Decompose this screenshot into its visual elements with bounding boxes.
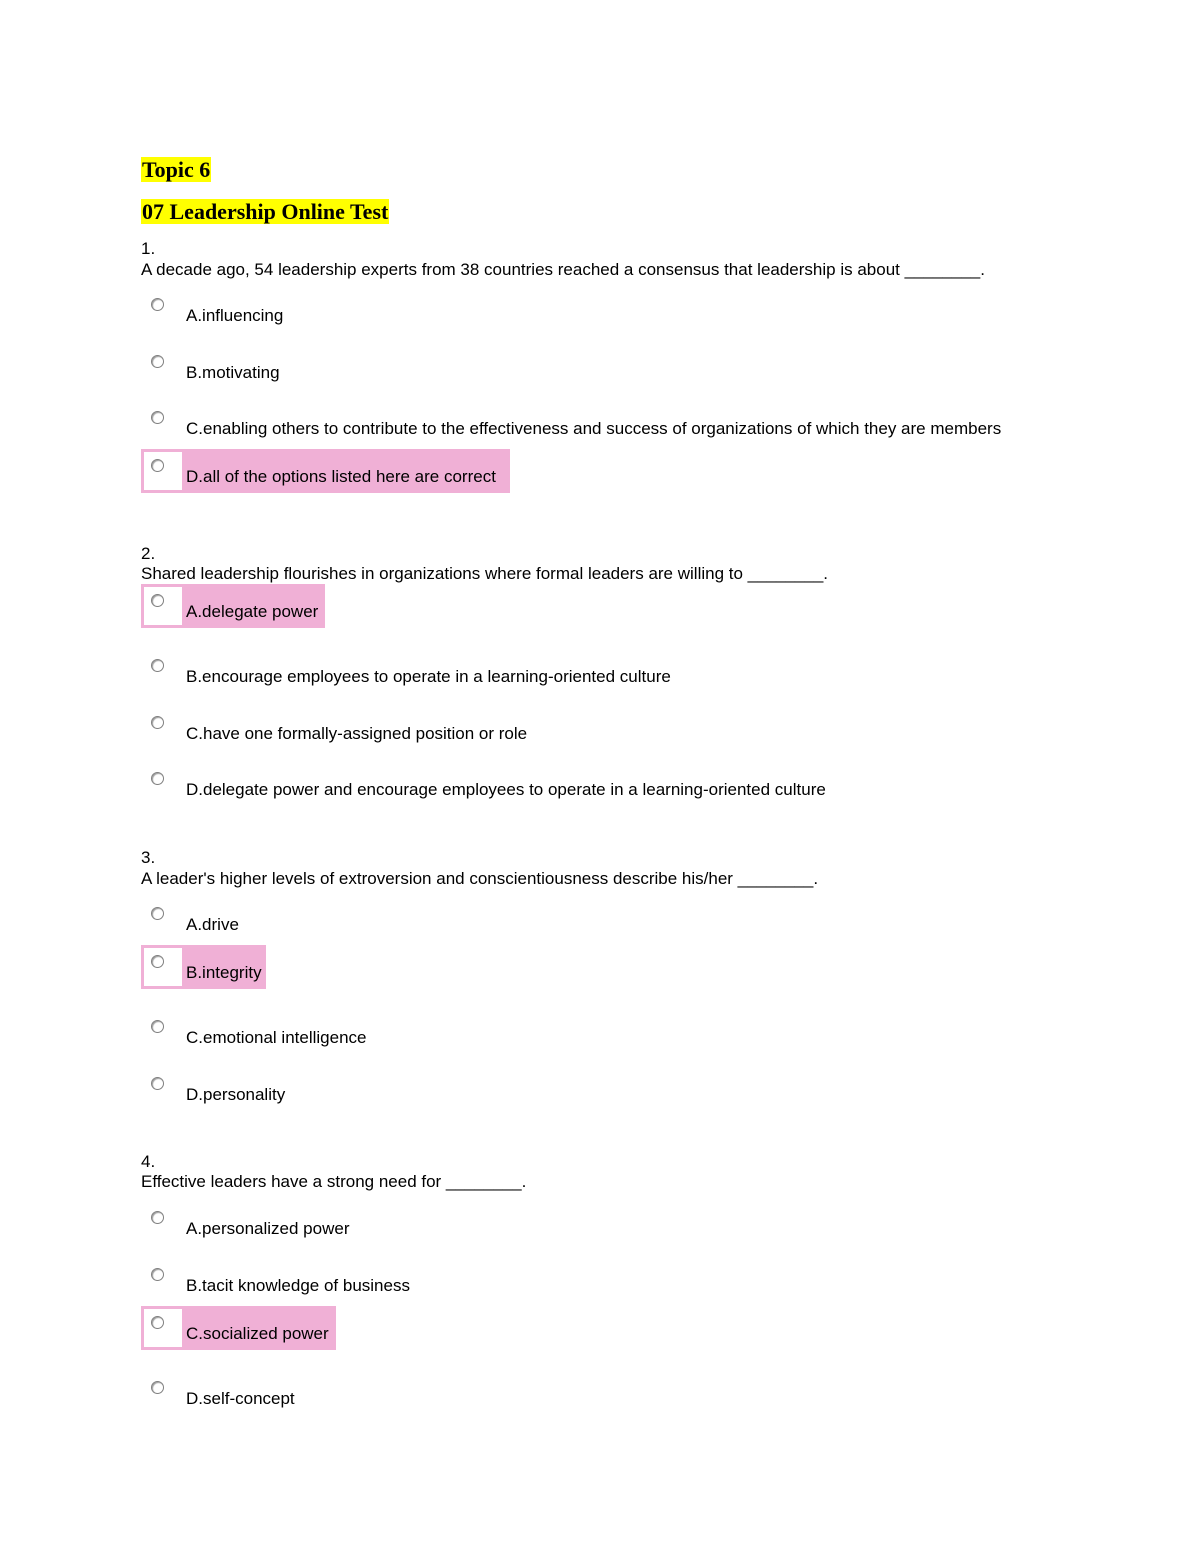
option-label: D.all of the options listed here are correct	[186, 467, 496, 486]
option-label: A.drive	[186, 915, 239, 934]
option-a-selected[interactable]	[141, 584, 325, 628]
option-label: D.personality	[186, 1085, 286, 1104]
radio-button-icon[interactable]	[151, 1316, 164, 1329]
question-number: 2.	[141, 544, 156, 563]
radio-button-icon[interactable]	[151, 955, 164, 968]
option-label: C.enabling others to contribute to the effectiveness and success of organizations of which they are members	[186, 419, 1002, 438]
radio-button-icon[interactable]	[151, 594, 164, 607]
radio-button-icon[interactable]	[151, 411, 164, 424]
question-text: Effective leaders have a strong need for ________.	[141, 1172, 527, 1191]
option-label: D.delegate power and encourage employees to operate in a learning-oriented culture	[186, 780, 826, 799]
radio-button-icon[interactable]	[151, 1381, 164, 1394]
option-c-selected[interactable]	[141, 1306, 336, 1350]
radio-button-icon[interactable]	[151, 907, 164, 920]
radio-button-icon[interactable]	[151, 459, 164, 472]
radio-button-icon[interactable]	[151, 1077, 164, 1090]
option-label: C.have one formally-assigned position or role	[186, 724, 528, 743]
radio-button-icon[interactable]	[151, 716, 164, 729]
radio-button-icon[interactable]	[151, 1268, 164, 1281]
option-b-selected[interactable]	[141, 945, 266, 989]
option-label: D.self-concept	[186, 1389, 295, 1408]
test-title: 07 Leadership Online Test	[142, 199, 389, 224]
radio-button-icon[interactable]	[151, 1211, 164, 1224]
question-number: 3.	[141, 848, 156, 867]
radio-button-icon[interactable]	[151, 1020, 164, 1033]
option-label: B.tacit knowledge of business	[186, 1276, 410, 1295]
option-label: B.encourage employees to operate in a learning-oriented culture	[186, 667, 671, 686]
option-label: B.integrity	[186, 963, 262, 982]
question-text: A leader's higher levels of extroversion and conscientiousness describe his/her ________.	[141, 869, 819, 888]
question-text: A decade ago, 54 leadership experts from 38 countries reached a consensus that leadership is about ________.	[141, 260, 985, 279]
radio-button-icon[interactable]	[151, 355, 164, 368]
radio-button-icon[interactable]	[151, 298, 164, 311]
question-number: 4.	[141, 1152, 156, 1171]
option-label: C.socialized power	[186, 1324, 329, 1343]
option-label: B.motivating	[186, 363, 280, 382]
option-label: A.delegate power	[186, 602, 319, 621]
option-label: C.emotional intelligence	[186, 1028, 367, 1047]
option-label: A.personalized power	[186, 1219, 350, 1238]
question-number: 1.	[141, 239, 156, 258]
radio-button-icon[interactable]	[151, 772, 164, 785]
radio-button-icon[interactable]	[151, 659, 164, 672]
topic-heading: Topic 6	[142, 157, 211, 182]
question-text: Shared leadership flourishes in organizations where formal leaders are willing to ________.	[141, 564, 829, 583]
option-d-selected[interactable]	[141, 449, 510, 493]
option-label: A.influencing	[186, 306, 284, 325]
